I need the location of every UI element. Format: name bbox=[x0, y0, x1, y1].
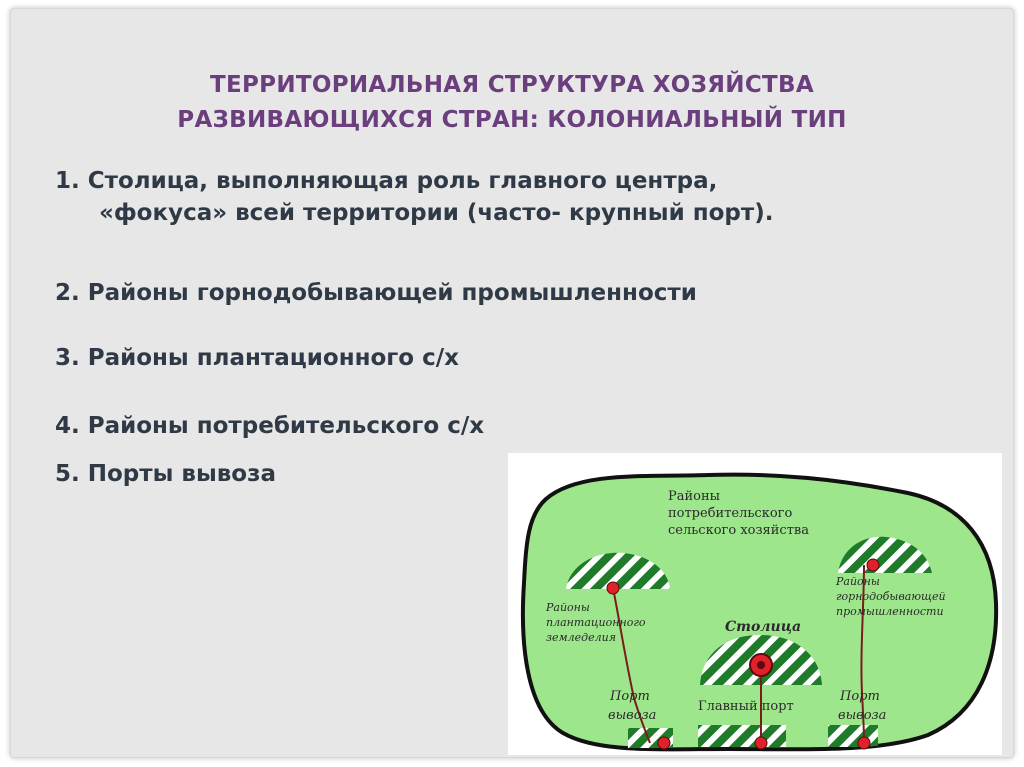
consumer-agriculture-label-line-2: потребительского bbox=[668, 506, 793, 521]
list-item-text: 3. Районы плантационного с/х bbox=[55, 345, 459, 371]
capital-point-core bbox=[757, 661, 765, 669]
diagram-canvas bbox=[508, 453, 1002, 755]
consumer-agriculture-label-line-1: Районы bbox=[668, 489, 720, 504]
plantation-label-line-2: плантационного bbox=[546, 616, 646, 629]
bottom-hatch-band-right bbox=[828, 725, 878, 747]
list-item-text: 5. Порты вывоза bbox=[55, 461, 276, 487]
list-item-mining bbox=[55, 277, 697, 309]
consumer-agriculture-label-line-3: сельского хозяйства bbox=[668, 523, 809, 538]
slide bbox=[10, 8, 1014, 758]
list-item-consumer-agriculture bbox=[55, 410, 484, 442]
plantation-center-point bbox=[607, 582, 619, 594]
mining-label-line-2: горнодобывающей bbox=[836, 590, 946, 603]
right-export-port-label-line-2: вывоза bbox=[838, 708, 887, 723]
slide-title-line-2: РАЗВИВАЮЩИХСЯ СТРАН: КОЛОНИАЛЬНЫЙ ТИП bbox=[177, 107, 847, 133]
slide-title bbox=[10, 68, 1014, 138]
list-item-text: 2. Районы горнодобывающей промышленности bbox=[55, 280, 697, 306]
list-item-export-ports bbox=[55, 458, 276, 490]
mining-label-line-1: Районы bbox=[836, 575, 880, 588]
left-export-port-label-line-1: Порт bbox=[610, 689, 650, 704]
list-item-text-continued: «фокуса» всей территории (часто- крупный порт). bbox=[99, 200, 774, 226]
plantation-label-line-1: Районы bbox=[546, 601, 590, 614]
right-export-port-label-line-1: Порт bbox=[840, 689, 880, 704]
right-export-port-point bbox=[858, 737, 870, 749]
plantation-label-line-3: земледелия bbox=[546, 631, 616, 644]
mining-label-line-3: промышленности bbox=[836, 605, 944, 618]
left-export-port-label-line-2: вывоза bbox=[608, 708, 657, 723]
slide-title-line-1: ТЕРРИТОРИАЛЬНАЯ СТРУКТУРА ХОЗЯЙСТВА bbox=[210, 72, 814, 98]
list-item-capital bbox=[55, 165, 773, 229]
list-item-plantation bbox=[55, 342, 459, 374]
colonial-structure-diagram bbox=[508, 453, 1002, 755]
left-export-port-point bbox=[658, 737, 670, 749]
bottom-hatch-band-center bbox=[698, 725, 786, 747]
main-port-point bbox=[755, 737, 767, 749]
mining-center-point bbox=[867, 559, 879, 571]
capital-label: Столица bbox=[725, 619, 802, 635]
main-port-label: Главный порт bbox=[698, 699, 794, 714]
list-item-text: 1. Столица, выполняющая роль главного центра, bbox=[55, 168, 718, 194]
list-item-text: 4. Районы потребительского с/х bbox=[55, 413, 485, 439]
